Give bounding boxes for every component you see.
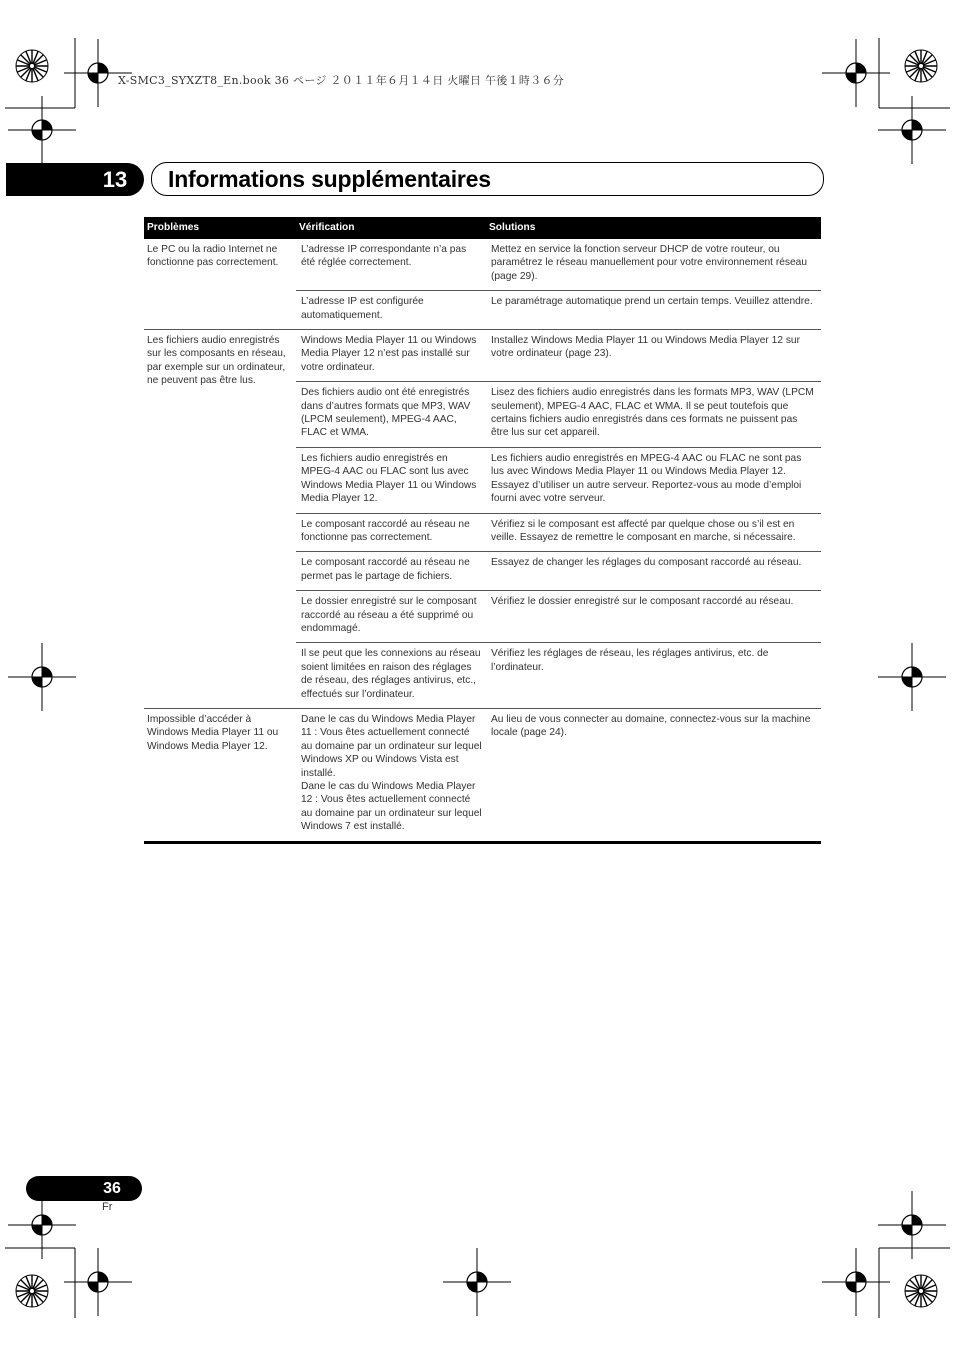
solution-cell: Vérifiez si le composant est affecté par quelque chose ou s’il est en veille. Essayez de remettre le composant en marche, si nécessaire. xyxy=(486,513,821,552)
solution-cell: Essayez de changer les réglages du composant raccordé au réseau. xyxy=(486,552,821,591)
solution-cell: Vérifiez le dossier enregistré sur le composant raccordé au réseau. xyxy=(486,591,821,643)
verification-cell: L’adresse IP correspondante n’a pas été réglée correctement. xyxy=(296,239,486,291)
verification-text-wmp11: Dane le cas du Windows Media Player 11 : Vous êtes actuellement connecté au domaine par un ordinateur sur lequel Windows XP ou Windows Vista est installé. xyxy=(301,713,482,779)
verification-cell xyxy=(296,708,486,842)
problem-cell: Impossible d’accéder à Windows Media Player 11 ou Windows Media Player 12. xyxy=(144,708,296,842)
solution-cell: Lisez des fichiers audio enregistrés dans les formats MP3, WAV (LPCM seulement), MPEG-4 AAC, FLAC et WMA. Il se peut toutefois que certains fichiers audio enregistrés dans ces formats ne puissent pas être lus sur cet appareil. xyxy=(486,382,821,448)
verification-cell: Il se peut que les connexions au réseau soient limitées en raison des réglages de réseau, des réglages antivirus, etc., effectués sur l’ordinateur. xyxy=(296,643,486,709)
print-job-info: X-SMC3_SYXZT8_En.book 36 ページ ２０１１年６月１４日 火曜日 午後１時３６分 xyxy=(118,74,565,87)
verification-cell: Le composant raccordé au réseau ne fonctionne pas correctement. xyxy=(296,513,486,552)
header-solutions: Solutions xyxy=(486,217,821,239)
table-row xyxy=(144,330,821,382)
troubleshooting-table xyxy=(144,217,821,844)
solution-cell: Le paramétrage automatique prend un certain temps. Veuillez attendre. xyxy=(486,291,821,330)
verification-text-wmp12: Dane le cas du Windows Media Player 12 : Vous êtes actuellement connecté au domaine par un ordinateur sur lequel Windows 7 est installé. xyxy=(301,781,482,833)
solution-cell: Installez Windows Media Player 11 ou Windows Media Player 12 sur votre ordinateur (page 23). xyxy=(486,330,821,382)
verification-cell: Les fichiers audio enregistrés en MPEG-4 AAC ou FLAC sont lus avec Windows Media Player 11 ou Windows Media Player 12. xyxy=(296,447,486,513)
table-header-row xyxy=(144,217,821,239)
page-number: 36 xyxy=(103,1180,121,1197)
verification-cell: Le composant raccordé au réseau ne permet pas le partage de fichiers. xyxy=(296,552,486,591)
solution-cell: Les fichiers audio enregistrés en MPEG-4 AAC ou FLAC ne sont pas lus avec Windows Media Player 11 ou Windows Media Player 12. Essayez d’utiliser un autre serveur. Reportez-vous au mode d’emploi fourni avec votre serveur. xyxy=(486,447,821,513)
solution-cell: Vérifiez les réglages de réseau, les réglages antivirus, etc. de l’ordinateur. xyxy=(486,643,821,709)
table-row xyxy=(144,708,821,842)
verification-cell: Des fichiers audio ont été enregistrés dans d’autres formats que MP3, WAV (LPCM seulement), MPEG-4 AAC, FLAC et WMA. xyxy=(296,382,486,448)
verification-cell: Le dossier enregistré sur le composant raccordé au réseau a été supprimé ou endommagé. xyxy=(296,591,486,643)
solution-cell: Mettez en service la fonction serveur DHCP de votre routeur, ou paramétrez le réseau manuellement pour votre environnement réseau (page 29). xyxy=(486,239,821,291)
solution-cell: Au lieu de vous connecter au domaine, connectez-vous sur la machine locale (page 24). xyxy=(486,708,821,842)
chapter-title: Informations supplémentaires xyxy=(168,166,491,192)
verification-cell: Windows Media Player 11 ou Windows Media Player 12 n’est pas installé sur votre ordinateur. xyxy=(296,330,486,382)
header-problems: Problèmes xyxy=(144,217,296,239)
header-verification: Vérification xyxy=(296,217,486,239)
chapter-number: 13 xyxy=(102,167,128,192)
problem-cell: Les fichiers audio enregistrés sur les composants en réseau, par exemple sur un ordinateur, ne peuvent pas être lus. xyxy=(144,330,296,709)
table-row xyxy=(144,239,821,291)
verification-cell: L’adresse IP est configurée automatiquement. xyxy=(296,291,486,330)
problem-cell: Le PC ou la radio Internet ne fonctionne pas correctement. xyxy=(144,239,296,330)
page-language: Fr xyxy=(102,1201,113,1213)
